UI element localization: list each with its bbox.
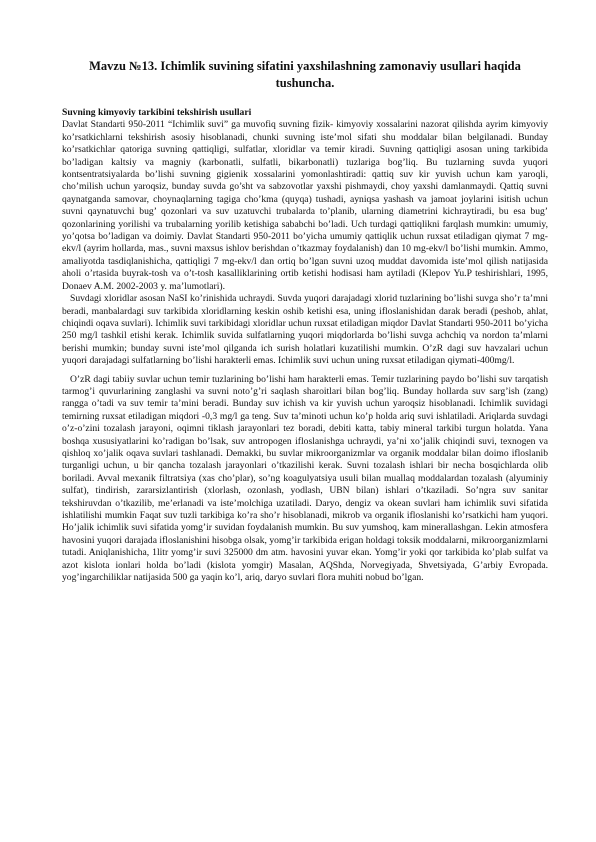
paragraph-chlorides: Suvdagi xloridlar asosan NaSI ko’rinishida uchraydi. Suvda yuqori darajadagi xlorid tuzlarining bo’lishi suvga sho’r ta’mni beradi, manbalardagi suv tarkibida xloridlarning keskin oshib ketishi esa, uning ifloslanishidan darak beradi (peshob, ahlat, chiqindi oqava suvlari). Ichimlik suvi tarkibidagi xloridlar uchun ruxsat etiladigan miqdor Davlat Standarti 950-2011 bo’yicha 250 mg/l tashkil etishi kerak. Ichimlik suvida sulfatlarning yuqori miqdorlarda bo’lishi suvga achchiq va nordon ta’mlarni berishi mumkin; bunday suvni iste’mol qilganda ich surish holatlari kuzatilishi mumkin. O’zR dagi suv havzalari uchun yuqori darajadagi sulfatlarning bo’lishi harakterli emas. Ichimlik suvi uchun uning ruxsat etiladigan qiymati-400mg/l. <box>62 293 548 367</box>
document-title: Mavzu №13. Ichimlik suvining sifatini yaxshilashning zamonaviy usullari haqida tushuncha. <box>89 59 521 90</box>
document-page <box>62 58 548 584</box>
paragraph-hardness: Davlat Standarti 950-2011 “Ichimlik suvi” ga muvofiq suvning fizik- kimyoviy xossalarini nazorat qilishda ayrim kimyoviy ko’rsatkichlarni tekshirish asosiy hisoblanadi, chunki suvning iste’mol sifati shu moddalar bilan belgilanadi. Bunday ko’rsatkichlar qatoriga suvning qattiqligi, sulfatlar, xloridlar va temir kiradi. Suvning qattiqligi asosan uning tarkibida bo’ladigan kaltsiy va magniy (karbonatli, sulfatli, bikarbonatli) tuzlariga bog’liq. Bu tuzlarning suvda yuqori kontsentratsiyalarda bo’lishi suvning gigienik xossalarini yomonlashtiradi: qattiq suv kir yuvish uchun kam yaroqli, cho’milish uchun yaroqsiz, bunday suvda go’sht va sabzovotlar yaxshi pishmaydi, choy yaxshi damlanmaydi. Qattiq suvni qaynatganda samovar, choynaqlarning tagiga cho’kma (quyqa) tushadi, ayniqsa yashash va jamoat joylarini isitish uchun suvni qaynatuvchi bug’ qozonlari va suv uzatuvchi trubalarda to’planib, ularning diametrini kichraytiradi, bu esa bug’ qozonlarining yorilishi va trubalarning yorilib ketishiga sababchi bo’ladi. Uch turdagi qattiqlikni farqlash mumkin: umumiy, yo’qotsa bo’ladigan va doimiy. Davlat Standarti 950-2011 bo’yicha umumiy qattiqlik uchun ruxsat etiladigan qiymat 7 mg-ekv/l (ayrim hollarda, mas., suvni maxsus ishlov berishdan o’tkazmay foydalanish) dan 10 mg-ekv/l bo’lishi mumkin. Ammo, amaliyotda tasdiqlanishicha, qattiqligi 7 mg-ekv/l dan ortiq bo’lgan suvni uzoq muddat davomida iste’mol qilish natijasida aholi o’rtasida buyrak-tosh va o’t-tosh kasalliklarining ortib ketishi hodisasi ham aytiladi (Klepov Yu.P teshirishlari, 1995, Donaev A.M. 2002-2003 y. ma’lumotlari). <box>62 119 548 292</box>
section-heading: Suvning kimyoviy tarkibini tekshirish usullari <box>62 107 252 118</box>
paragraph-iron-treatment: O’zR dagi tabiiy suvlar uchun temir tuzlarining bo’lishi ham harakterli emas. Temir tuzlarining paydo bo’lishi suv tarqatish tarmog’i quvurlarining zanglashi va suvni noto’g’ri saqlash sharoitlari bilan bog’liq. Bunday hollarda suv sarg’ish (zang) rangga o’tadi va suv temir ta’mini beradi. Bunday suv ichish va kir yuvish uchun yaroqsiz hisoblanadi. Ichimlik suvidagi temirning ruxsat etiladigan miqdori -0,3 mg/l ga teng. Suv ta’minoti uchun ko’p holda ariq suvi ishlatiladi. Ariqlarda suvdagi o’z-o’zini tozalash jarayoni, oqimni tiklash jarayonlari tez boradi, debiti katta, tabiy mineral tarkibi turgun holatda. Yana boshqa xususiyatlarini ko’radigan bo’lsak, suv antropogen ifloslanishga uchraydi, ya’ni xo’jalik chiqindi suvi, texnogen va qishloq xo’jalik oqava suvlari tashlanadi. Demakki, bu suvlar mikroorganizmlar va organik moddalar bilan doimo ifloslanib turganligi uchun, u bir qancha tozalash jarayonlari o’tkazilishi kerak. Suvni tozalash ishlari bir necha bosqichlarda olib boriladi. Avval mexanik filtratsiya (xas cho’plar), so’ng koagulyatsiya usuli bilan muallaq moddalardan tozalash (alyuminiy sulfat), tindirish, zararsizlantirish (xlorlash, ozonlash, yodlash, UBN bilan) ishlari o’tkaziladi. So’ngra suv sanitar tekshiruvdan o’tkazilib, me’erlanadi va iste’molchiga uzatiladi. Daryo, dengiz va okean suvlari ham ichimlik suvi sifatida ishlatilishi mumkin Faqat suv tuzli tarkibiga ko’ra sho’r hisoblanadi, mikrob va organik ifloslanishi ko’rsatkichi ham yuqori. Ho’jalik ichimlik suvi sifatida yomg’ir suvidan foydalanish mumkin. Bu suv yumshoq, kam minerallashgan. Lekin atmosfera havosini yuqori darajada ifloslanishini hisobga olsak, yomg’ir tarkibida erigan holdagi toksik moddalarni, mikroorganizmlarni tutadi. Aniqlanishicha, 1litr yomg’ir suvi 325000 dm atm. havosini yuvar ekan. Yomg’ir yoki qor tarkibida ko’plab sulfat va azot kislota ionlari holda bo’ladi (kislota yomgir) Masalan, AQShda, Norvegiyada, Shvetsiyada, G’arbiy Evropada. yog’ingarchiliklar natijasida 500 ga yaqin ko’l, ariq, daryo suvlari flora muhiti nobud bo’lgan. <box>62 373 548 584</box>
